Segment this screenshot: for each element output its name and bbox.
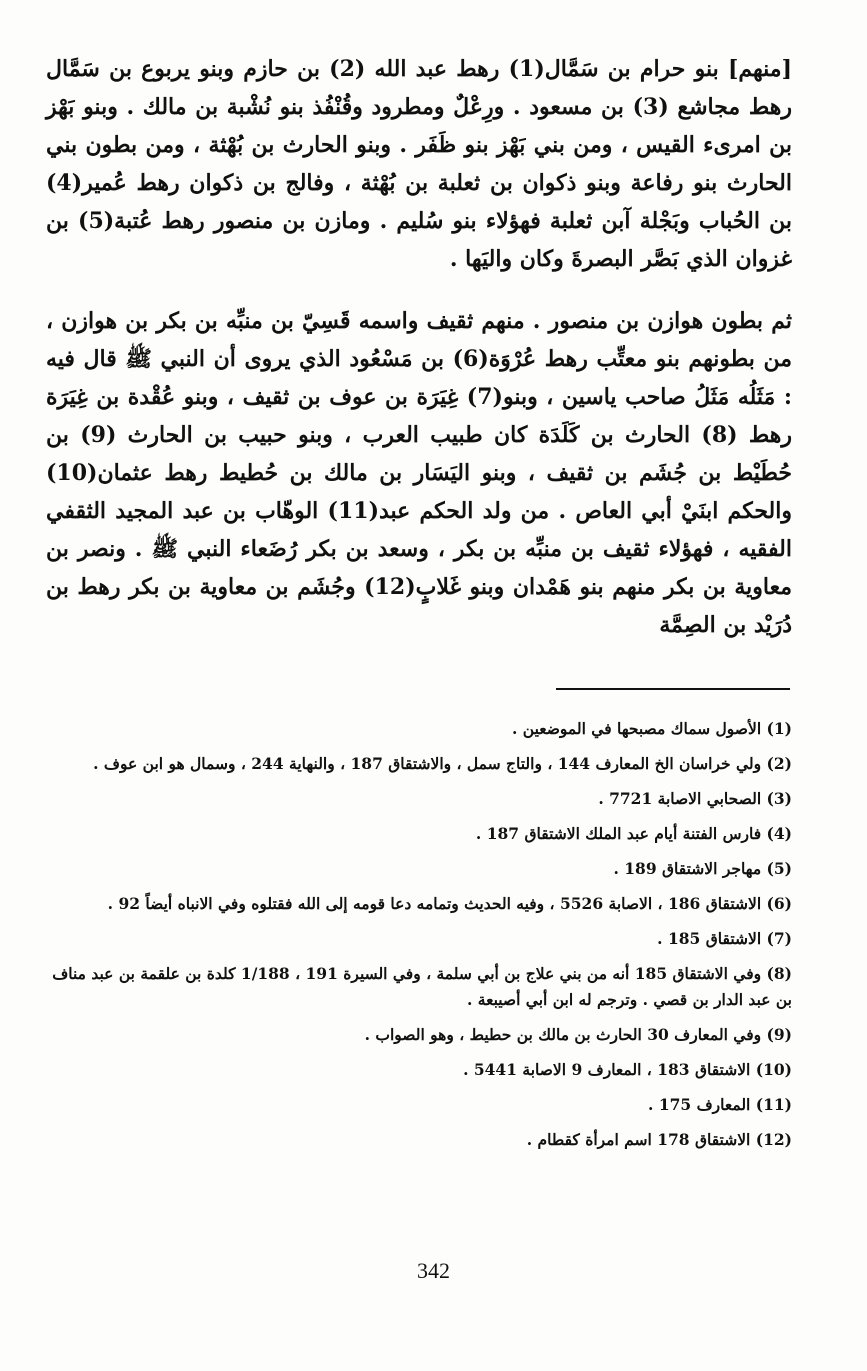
paragraph-hawazin: ثم بطون هوازن بن منصور . منهم ثقيف واسمه قَسِيّ بن منبِّه بن بكر بن هوازن ، من بطونهم بنو معتِّب رهط عُرْوَة(6) بن مَسْعُود الذي يروى أن النبي ﷺ قال فيه : مَثَلُه مَثَلُ صاحب ياسين ، وبنو(7) غِيَرَة بن عوف بن ثقيف ، وبنو عُقْدة بن غِيَرَة رهط (8) الحارث بن كَلَدَة كان طبيب العرب ، وبنو حبيب بن الحارث (9) بن حُطَيْط بن جُشَم بن ثقيف ، وبنو اليَسَار بن مالك بن حُطيط رهط عثمان(10) والحكم ابنَيْ أبي العاص . من ولد الحكم عبد(11) الوهّاب بن عبد المجيد الثقفي الفقيه ، فهؤلاء ثقيف بن منبِّه بن بكر ، وسعد بن بكر رُضَعاء النبي ﷺ . ونصر بن معاوية بن بكر منهم بنو هَمْدان وبنو غَلابٍ(12) وجُشَم بن معاوية بن بكر رهط بن دُرَيْد بن الصِمَّة bbox=[46, 308, 793, 638]
footnote-8: (8) وفي الاشتقاق 185 أنه من بني علاج بن أبي سلمة ، وفي السيرة 191 ، 1/188 كلدة بن علقمة بن عبد مناف بن عبد الدار بن قصي . وترجم له ابن أبي أصيبعة . bbox=[52, 964, 792, 1009]
main-text bbox=[46, 50, 792, 644]
footnote-5: (5) مهاجر الاشتقاق 189 . bbox=[613, 859, 792, 878]
paragraph-sulaym: [منهم] بنو حرام بن سَمَّال(1) رهط عبد الله (2) بن حازم وبنو يربوع بن سَمَّال رهط مجاشع (3) بن مسعود . ورِعْلٌ ومطرود وقُنْفُذ بنو نُشْبة بن مالك . وبنو بَهْز بن امرىء القيس ، ومن بني بَهْز بنو ظَفَر . وبنو الحارث بن بُهْثة ، ومن بطون بني الحارث بنو رفاعة وبنو ذكوان بن ثعلبة بن بُهْثة ، وفالج بن ذكوان رهط عُمير(4) بن الحُباب وبَجْلة آبن ثعلبة فهؤلاء بنو سُليم . ومازن بن منصور رهط عُتبة(5) بن غزوان الذي بَصَّر البصرةَ وكان واليَها . bbox=[46, 56, 792, 272]
footnote-12: (12) الاشتقاق 178 اسم امرأة كقطام . bbox=[526, 1130, 792, 1149]
footnote-3: (3) الصحابي الاصابة 7721 . bbox=[598, 789, 792, 808]
footnote-6: (6) الاشتقاق 186 ، الاصابة 5526 ، وفيه الحديث وتمامه دعا قومه إلى الله فقتلوه وفي الانباه أيضاً 92 . bbox=[107, 894, 792, 913]
footnote-separator bbox=[556, 688, 790, 690]
footnote-9: (9) وفي المعارف 30 الحارث بن مالك بن حطيط ، وهو الصواب . bbox=[364, 1025, 792, 1044]
footnote-11: (11) المعارف 175 . bbox=[648, 1095, 792, 1114]
footnote-10: (10) الاشتقاق 183 ، المعارف 9 الاصابة 5441 . bbox=[463, 1060, 792, 1079]
footnote-4: (4) فارس الفتنة أيام عبد الملك الاشتقاق 187 . bbox=[475, 824, 792, 843]
footnotes bbox=[46, 716, 792, 1162]
page-number: 342 bbox=[417, 1258, 450, 1283]
footnote-7: (7) الاشتقاق 185 . bbox=[657, 929, 792, 948]
footnote-2: (2) ولي خراسان الخ المعارف 144 ، والتاج سمل ، والاشتقاق 187 ، والنهاية 244 ، وسمال هو ابن عوف . bbox=[93, 754, 792, 773]
footnote-1: (1) الأصول سماك مصبحها في الموضعين . bbox=[511, 719, 792, 738]
